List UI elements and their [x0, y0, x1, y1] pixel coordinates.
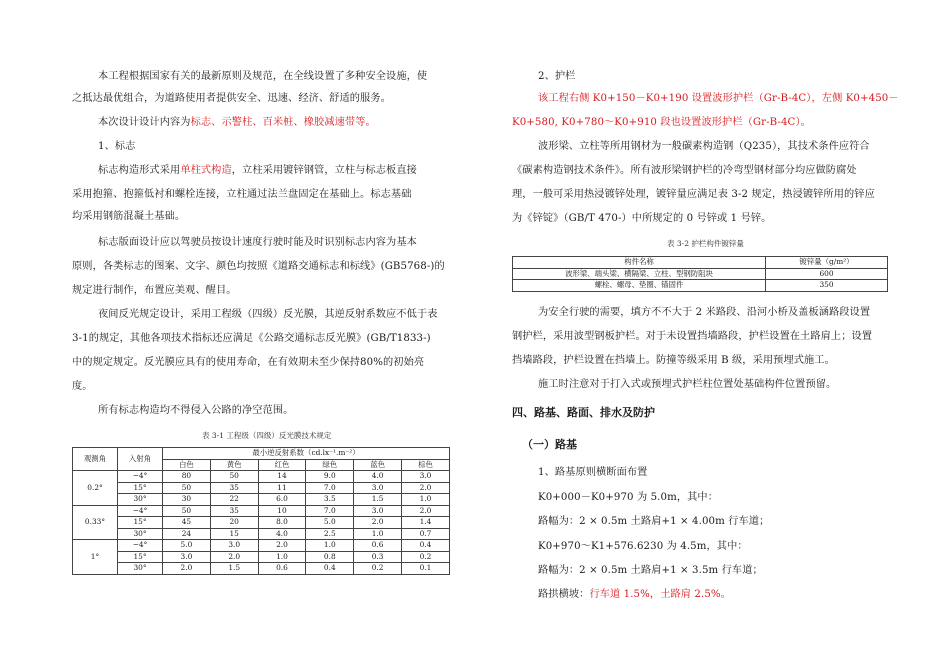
- table-row: [513, 280, 888, 292]
- incidence-angle-cell: 15°: [118, 551, 163, 563]
- table-row: [73, 494, 450, 506]
- chapter-four-heading: 四、路基、路面、排水及防护: [512, 406, 655, 419]
- incidence-angle-cell: 15°: [118, 517, 163, 529]
- incidence-angle-cell: −4°: [118, 471, 163, 483]
- table-cell: 2.5: [306, 528, 354, 540]
- table-cell: 5.0: [306, 517, 354, 529]
- table-cell: 1.0: [306, 540, 354, 552]
- table-cell: 35: [210, 505, 258, 517]
- table-row: [73, 482, 450, 494]
- sign-structure-line-1: [98, 164, 417, 178]
- crown-slope-label: 路拱横坡：: [538, 589, 590, 600]
- table-cell: 8.0: [258, 517, 306, 529]
- intro-line-2: 之抵达最优组合，为道路使用者提供安全、迅速、经济、舒适的服务。: [72, 93, 391, 104]
- table-cell: 50: [163, 505, 211, 517]
- table-cell: 14: [258, 471, 306, 483]
- design-scope-label: 本次设计设计内容为: [98, 117, 191, 128]
- incidence-angle-cell: −4°: [118, 505, 163, 517]
- table-header-row: [73, 448, 450, 460]
- sign-face-line-1: 标志版面设计应以驾驶员按设计速度行驶时能及时识别标志内容为基本: [98, 237, 417, 248]
- table-cell: 0.3: [354, 551, 402, 563]
- table-cell: 0.8: [306, 551, 354, 563]
- column-header-observation-angle: 观测角: [73, 448, 118, 471]
- incidence-angle-cell: 30°: [118, 563, 163, 575]
- reflective-line-3: 中的规定规定。反光膜应具有的使用寿命，在有效期未至少保持80%的初始亮: [72, 357, 425, 368]
- sign-face-line-2: 原则，各类标志的图案、文字、颜色均按照《道路交通标志和标线》(GB5768-)的: [72, 261, 445, 272]
- table-row: [73, 505, 450, 517]
- table-row: [73, 551, 450, 563]
- table-cell: 0.2: [354, 563, 402, 575]
- column-header-color: 红色: [258, 459, 306, 471]
- table-cell: 30: [163, 494, 211, 506]
- table-row: [73, 517, 450, 529]
- table-cell: 2.0: [210, 551, 258, 563]
- table-cell: 0.7: [401, 528, 449, 540]
- incidence-angle-cell: 30°: [118, 494, 163, 506]
- column-header-color: 蓝色: [354, 459, 402, 471]
- section-a-width: 路幅为：2 × 0.5m 土路肩+1 × 4.00m 行车道；: [538, 516, 770, 527]
- reflectivity-table: [72, 447, 450, 575]
- table-cell: 2.0: [401, 505, 449, 517]
- table-cell: 0.1: [401, 563, 449, 575]
- table-cell: 5.0: [163, 540, 211, 552]
- intro-line-1: 本工程根据国家有关的最新原则及规范，在全线设置了多种安全设施，使: [98, 71, 428, 82]
- table-row: [73, 528, 450, 540]
- component-name: 螺栓、螺母、垫圈、锚固件: [513, 280, 766, 292]
- table-cell: 3.5: [306, 494, 354, 506]
- design-scope-items: 标志、示警柱、百米桩、橡胶减速带等。: [190, 117, 376, 128]
- crown-slope-values: 行车道 1.5%，土路肩 2.5%。: [589, 589, 731, 600]
- table-cell: 1.0: [401, 494, 449, 506]
- observation-angle-cell: 0.33°: [73, 505, 118, 540]
- sign-structure-rest: ，立柱采用镀锌钢管，立柱与标志板直接: [231, 165, 417, 176]
- table-cell: 0.4: [306, 563, 354, 575]
- incidence-angle-cell: 15°: [118, 482, 163, 494]
- guardrail-setting-line-2: 钢护栏，采用波型钢板护栏。对于未设置挡墙路段，护栏设置在土路肩上；设置: [512, 331, 873, 342]
- table-cell: 3.0: [210, 540, 258, 552]
- table-row: [73, 471, 450, 483]
- steel-spec-line-4: 为《锌锭》（GB/T 470-）中所规定的 0 号锌或 1 号锌。: [512, 213, 772, 224]
- table-cell: 1.0: [354, 528, 402, 540]
- table-cell: 6.0: [258, 494, 306, 506]
- table-cell: 4.0: [354, 471, 402, 483]
- table-cell: 0.2: [401, 551, 449, 563]
- crown-slope: [538, 588, 731, 602]
- table-row: [513, 268, 888, 280]
- table-cell: 0.4: [401, 540, 449, 552]
- table-cell: 1.5: [210, 563, 258, 575]
- table-header-row: [513, 257, 888, 269]
- section-sign-heading: 1、标志: [98, 141, 136, 152]
- subgrade-heading: （一）路基: [522, 438, 577, 451]
- table-cell: 2.0: [354, 517, 402, 529]
- incidence-angle-cell: −4°: [118, 540, 163, 552]
- reflective-line-2: 3-1的规定，其他各项技术指标还应满足《公路交通标志反光膜》(GB/T1833-): [72, 333, 431, 344]
- table-cell: 9.0: [306, 471, 354, 483]
- table-cell: 3.0: [163, 551, 211, 563]
- table-cell: 45: [163, 517, 211, 529]
- table-cell: 1.0: [258, 551, 306, 563]
- table-cell: 2.0: [163, 563, 211, 575]
- table-row: [73, 540, 450, 552]
- table-cell: 1.4: [401, 517, 449, 529]
- table-cell: 2.0: [258, 540, 306, 552]
- table-cell: 24: [163, 528, 211, 540]
- sign-structure-line-2: 采用抱箍、抱箍低衬和螺栓连接，立柱通过法兰盘固定在基础上。标志基础: [72, 189, 412, 200]
- steel-spec-line-3: 理，一般可采用热浸镀锌处理，镀锌量应满足表 3-2 规定，热浸镀锌所用的锌应: [512, 189, 875, 200]
- guardrail-location-line-1: 该工程右侧 K0+150－K0+190 设置波形护栏（Gr-B-4C），左侧 K0+450－: [538, 93, 899, 104]
- guardrail-setting-line-3: 挡墙路段，护栏设置在挡墙上。防撞等级采用 B 级，采用预埋式施工。: [512, 355, 835, 366]
- table-cell: 7.0: [306, 505, 354, 517]
- table-3-2-caption: 表 3-2 护栏构件镀锌量: [667, 239, 744, 248]
- sign-structure-line-3: 均采用钢筋混凝土基础。: [72, 211, 186, 222]
- reflective-line-4: 度。: [72, 381, 93, 392]
- reflective-line-1: 夜间反光规定设计，采用工程级（四级）反光膜，其逆反射系数应不低于表: [98, 309, 438, 320]
- clearance-note: 所有标志构造均不得侵入公路的净空范围。: [98, 405, 294, 416]
- column-header-color: 白色: [163, 459, 211, 471]
- column-header-color: 棕色: [401, 459, 449, 471]
- table-cell: 0.6: [354, 540, 402, 552]
- table-cell: 20: [210, 517, 258, 529]
- table-cell: 3.0: [401, 471, 449, 483]
- column-header-color: 绿色: [306, 459, 354, 471]
- table-cell: 0.6: [258, 563, 306, 575]
- steel-spec-line-2: 《碳素构造钢技术条件》。所有波形梁钢护栏的冷弯型钢材部分均应做防腐处: [512, 165, 857, 176]
- section-b-range: K0+970～K1+576.6230 为 4.5m，其中：: [538, 541, 748, 552]
- table-cell: 10: [258, 505, 306, 517]
- section-b-width: 路幅为：2 × 0.5m 土路肩+1 × 3.5m 行车道；: [538, 565, 763, 576]
- column-header-incidence-angle: 入射角: [118, 448, 163, 471]
- table-cell: 80: [163, 471, 211, 483]
- table-cell: 11: [258, 482, 306, 494]
- table-3-1-caption: 表 3-1 工程级（四级）反光膜技术规定: [202, 431, 332, 440]
- column-header-zinc: 镀锌量（g/m²）: [766, 257, 888, 269]
- zinc-coating-table: [512, 256, 888, 292]
- zinc-amount: 600: [766, 268, 888, 280]
- incidence-angle-cell: 30°: [118, 528, 163, 540]
- guardrail-location-line-2: K0+580, K0+780～K0+910 段也设置波形护栏（Gr-B-4C）。: [512, 117, 811, 128]
- zinc-amount: 350: [766, 280, 888, 292]
- table-cell: 50: [210, 471, 258, 483]
- section-guardrail-heading: 2、护栏: [538, 71, 576, 82]
- table-cell: 3.0: [354, 482, 402, 494]
- table-cell: 4.0: [258, 528, 306, 540]
- column-header-component: 构件名称: [513, 257, 766, 269]
- guardrail-setting-line-1: 为安全行驶的需要，填方不不大于 2 米路段、沿河小桥及盖板涵路段设置: [538, 307, 871, 318]
- observation-angle-cell: 1°: [73, 540, 118, 575]
- observation-angle-cell: 0.2°: [73, 471, 118, 506]
- table-cell: 3.0: [354, 505, 402, 517]
- table-cell: 15: [210, 528, 258, 540]
- table-cell: 50: [163, 482, 211, 494]
- steel-spec-line-1: 波形梁、立柱等所用钢材为一般碳素构造钢（Q235），其技术条件应符合: [538, 141, 870, 152]
- column-header-min-retroreflection: 最小逆反射系数（cd.lx⁻¹.m⁻²）: [163, 448, 450, 460]
- table-cell: 7.0: [306, 482, 354, 494]
- sign-face-line-3: 规定进行制作，布置应美观、醒目。: [72, 285, 237, 296]
- table-cell: 1.5: [354, 494, 402, 506]
- section-a-range: K0+000－K0+970 为 5.0m，其中：: [538, 492, 719, 503]
- column-header-color: 黄色: [210, 459, 258, 471]
- cross-section-heading: 1、路基原则横断面布置: [538, 467, 648, 478]
- table-cell: 35: [210, 482, 258, 494]
- construction-note: 施工时注意对于打入式或预埋式护栏柱位置处基础构件位置预留。: [538, 379, 837, 390]
- sign-structure-prefix: 标志构造形式采用: [98, 165, 181, 176]
- sign-structure-type: 单柱式构造: [180, 165, 232, 176]
- component-name: 波形梁、端头梁、横隔梁、立柱、型钢防阻块: [513, 268, 766, 280]
- design-scope: [98, 116, 376, 130]
- table-cell: 2.0: [401, 482, 449, 494]
- table-row: [73, 563, 450, 575]
- table-cell: 22: [210, 494, 258, 506]
